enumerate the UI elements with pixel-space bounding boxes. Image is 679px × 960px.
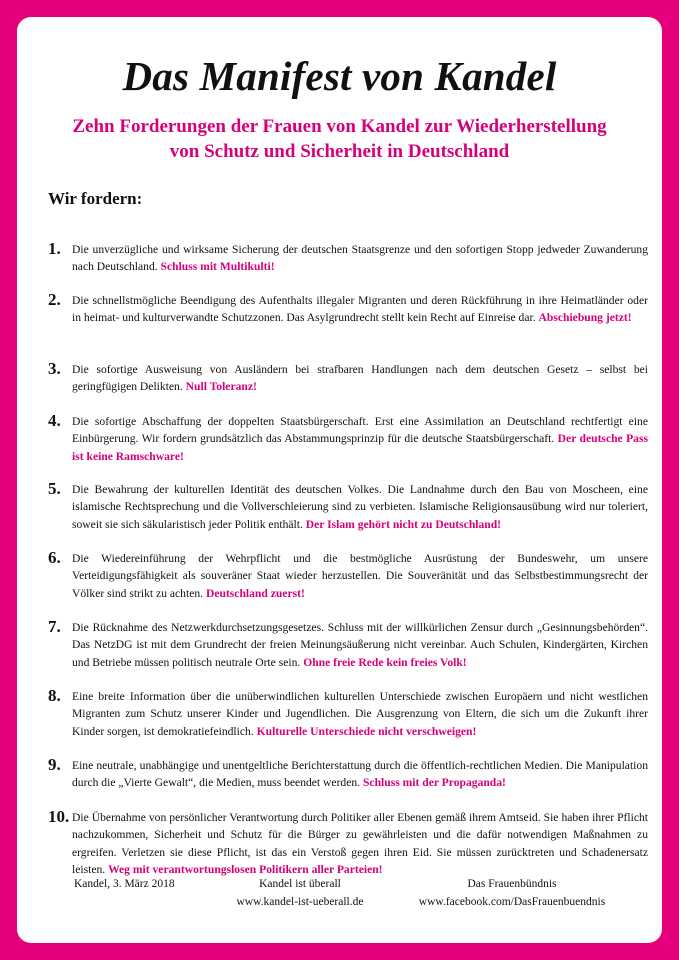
subtitle-line-2: von Schutz und Sicherheit in Deutschland	[169, 141, 510, 162]
page-title: Das Manifest von Kandel	[122, 53, 557, 99]
demand-slogan: Null Toleranz!	[185, 380, 257, 394]
demand-item	[48, 688, 648, 740]
demand-text: Die sofortige Ausweisung von Ausländern bei strafbaren Handlungen nach dem deutschen Gesetz – selbst bei geringfügigen Delikten.	[72, 363, 648, 394]
footer-kandel-url: www.kandel-ist-ueberall.de	[236, 896, 364, 908]
demand-text: Die Rücknahme des Netzwerkdurchsetzungsgesetzes. Schluss mit der willkürlichen Zensur durch „Gesinnungsbehörden“. Das NetzDG ist mit dem Grundrecht der freien Meinungsäußerung nicht vereinbar. Auch Schulen, Kindergärten, Kirchen und Betriebe müssen politisch neutrale Orte sein.	[72, 621, 648, 669]
demand-item	[48, 619, 648, 671]
footer-alliance-title: Das Frauenbündnis	[467, 878, 557, 890]
demand-text: Die schnellstmögliche Beendigung des Aufenthalts illegaler Migranten und deren Rückführung in ihre Heimatländer oder in heimat- und kulturverwandte Schutzzonen. Das Asylgrundrecht stellt kein Recht auf Einreise dar.	[72, 294, 648, 325]
demand-number: 4.	[48, 411, 61, 430]
demand-number: 2.	[48, 290, 61, 309]
demand-item	[48, 481, 648, 533]
demand-text: Die sofortige Abschaffung der doppelten Staatsbürgerschaft. Erst eine Assimilation an Deutschland rechtfertigt eine Einbürgerung. Wir fordern grundsätzlich das Abstammungsprinzip für die deutsche Staatsbürgerschaft.	[72, 415, 648, 446]
footer-alliance-url: www.facebook.com/DasFrauenbuendnis	[418, 896, 606, 908]
demand-number: 5.	[48, 479, 61, 498]
footer-kandel-block	[220, 875, 380, 911]
demand-item	[48, 809, 648, 878]
demand-slogan: Abschiebung jetzt!	[538, 311, 632, 325]
demand-number: 9.	[48, 755, 61, 774]
demand-item	[48, 292, 648, 327]
footer-kandel-title: Kandel ist überall	[259, 878, 341, 890]
footer-date: Kandel, 3. März 2018	[74, 878, 175, 890]
demand-text: Eine neutrale, unabhängige und unentgeltliche Berichterstattung durch die öffentlich-rechtlichen Medien. Die Manipulation durch die „Vierte Gewalt“, die Medien, muss beendet werden.	[72, 759, 648, 790]
demand-item	[48, 361, 648, 396]
manifesto-sheet	[17, 17, 662, 943]
subtitle-line-1: Zehn Forderungen der Frauen von Kandel zur Wiederherstellung	[72, 116, 607, 137]
demand-number: 3.	[48, 359, 61, 378]
demand-text: Die unverzügliche und wirksame Sicherung der deutschen Staatsgrenze und den sofortigen Stopp jedweder Zuwanderung nach Deutschland.	[72, 243, 648, 274]
demand-text: Die Bewahrung der kulturellen Identität des deutschen Volkes. Die Landnahme durch den Bau von Moscheen, eine islamische Rechtsprechung und die Vollverschleierung sind zu verbieten. Islamische Religionsausübung wird nur toleriert, soweit sie sich säkularistisch jeder Politik enthält.	[72, 483, 648, 531]
demand-number: 10.	[48, 807, 70, 826]
demand-slogan: Schluss mit Multikulti!	[160, 260, 275, 274]
demand-item	[48, 241, 648, 276]
demand-slogan: Weg mit verantwortungslosen Politikern aller Parteien!	[108, 862, 383, 876]
demand-item	[48, 413, 648, 465]
demand-text: Die Wiedereinführung der Wehrpflicht und die bestmögliche Ausrüstung der Bundeswehr, um unsere Verteidigungsfähigkeit als souveräner Staat wieder herzustellen. Die Souveränität und das Selbstbestimmungsrecht der Völker sind strikt zu achten.	[72, 552, 648, 600]
demand-item	[48, 550, 648, 602]
intro-heading: Wir fordern:	[48, 189, 143, 208]
demand-slogan: Kulturelle Unterschiede nicht verschweigen!	[256, 724, 477, 738]
footer-alliance-block	[402, 875, 622, 911]
demand-slogan: Der Islam gehört nicht zu Deutschland!	[305, 517, 502, 531]
demand-number: 6.	[48, 548, 61, 567]
demand-text: Die Übernahme von persönlicher Verantwortung durch Politiker aller Ebenen gemäß ihrem Amtseid. Sie haben ihrer Pflicht nachzukommen, Sicherheit und Schutz für die Bürger zu gewährleisten und die dafür notwendigen Maßnahmen zu ergreifen. Verletzen sie diese Pflicht, ist das ein Verstoß gegen ihren Eid. Sie müssen zurücktreten und Schadenersatz leisten.	[72, 811, 648, 876]
demand-slogan: Deutschland zuerst!	[205, 586, 305, 600]
demand-number: 8.	[48, 686, 61, 705]
demand-slogan: Schluss mit der Propaganda!	[362, 776, 506, 790]
demand-slogan: Ohne freie Rede kein freies Volk!	[303, 655, 467, 669]
subtitle	[17, 114, 662, 164]
demand-slogan: Der deutsche Pass ist keine Ramschware!	[72, 432, 648, 463]
demand-item	[48, 757, 648, 792]
demand-text: Eine breite Information über die unüberwindlichen kulturellen Unterschiede zwischen Europäern und nicht westlichen Migranten zum Schutz unserer Kinder und Jugendlichen. Die Ausgrenzung von Eltern, die sich um die Zukunft ihrer Kinder sorgen, ist demokratiefeindlich.	[72, 690, 648, 738]
demand-number: 7.	[48, 617, 61, 636]
demand-number: 1.	[48, 239, 61, 258]
